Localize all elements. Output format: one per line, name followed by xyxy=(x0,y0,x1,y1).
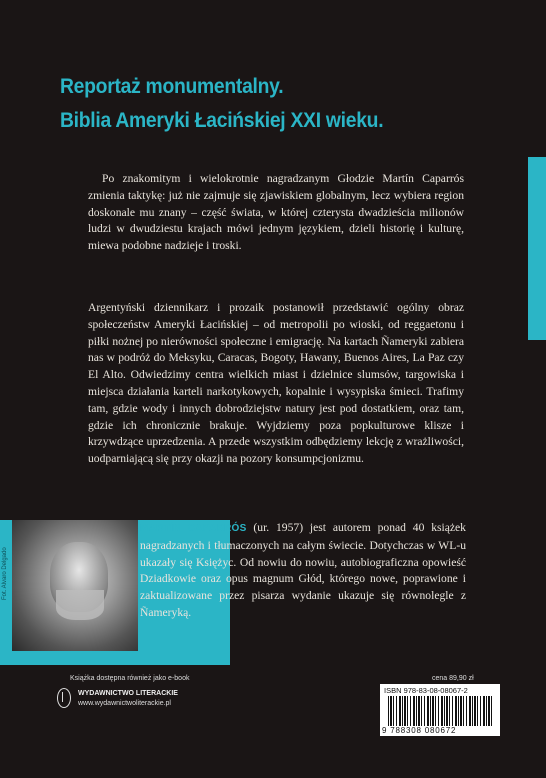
author-photo xyxy=(12,520,138,651)
description-paragraph-2: Argentyński dziennikarz i prozaik postanowił przedstawić ogólny obraz społeczeństw Ameryki Łacińskiej – od metropolii po wioski, od reggaetonu i piłki nożnej po nierówności społeczne i emigrację. Na kartach Ñameryki zabiera nas w podróż do Meksyku, Caracas, Bogoty, Hawany, Buenos Aires, La Paz czy El Alto. Odwiedzimy centra wielkich miast i dzielnice slumsów, targowiska i miejsca działania karteli narkotykowych, kopalnie i wysypiska śmieci. Trafimy tam, gdzie wody i innych dobrodziejstw natury jest pod dostatkiem, oraz tam, gdzie ich chronicznie brakuje. Wyjdziemy poza popkulturowe klisze i krzywdzące uprzedzenia. A przede wszystkim odbędziemy lekcję z wrażliwości, uodparniającą się przy okazji na pozory konsumpcjonizmu. xyxy=(88,301,464,466)
publisher-logo-icon xyxy=(57,688,71,708)
photo-credit: Fot. Alvaro Delgado xyxy=(2,547,8,600)
barcode-digits: 9 788308 080672 xyxy=(382,726,457,735)
barcode xyxy=(380,684,500,736)
barcode-bars xyxy=(388,696,492,726)
author-name: MARTÍN CAPARRÓS xyxy=(140,523,247,534)
publisher-url: www.wydawnictwoliterackie.pl xyxy=(78,700,171,707)
publisher-name: WYDAWNICTWO LITERACKIE xyxy=(78,690,178,697)
price-label: cena 89,90 zł xyxy=(432,675,474,682)
accent-bar xyxy=(528,157,546,340)
headline xyxy=(60,70,465,138)
headline-line-1: Reportaż monumentalny. xyxy=(60,75,284,98)
author-bio-text: (ur. 1957) jest autorem ponad 40 książek nagradzanych i tłumaczonych na całym świecie. Dotychczas w WL-u ukazały się Księżyc. Od nowiu do nowiu, autobiograficzna opowieść Dziadkowie oraz opus magnum Głód, którego nowe, poprawione i zaktualizowane przez pisarza wydanie ukazuje się równolegle z Ñameryką. xyxy=(140,521,466,619)
ebook-note: Książka dostępna również jako e-book xyxy=(70,675,190,682)
headline-line-2: Biblia Ameryki Łacińskiej XXI wieku. xyxy=(60,109,384,132)
author-photo-beard xyxy=(56,590,104,620)
description-paragraph-1: Po znakomitym i wielokrotnie nagradzanym Głodzie Martín Caparrós zmienia taktykę: już nie zajmuje się zjawiskiem globalnym, lecz wybiera region doskonale mu znany – część świata, w której czterysta dwadzieścia milionów ludzi w dwudziestu krajach mówi jednym językiem, dzieli historię i kulturę, miewa podobne nadzieje i troski. xyxy=(88,172,464,253)
isbn-text: ISBN 978-83-08-08067-2 xyxy=(384,686,468,695)
author-bio xyxy=(140,520,466,622)
